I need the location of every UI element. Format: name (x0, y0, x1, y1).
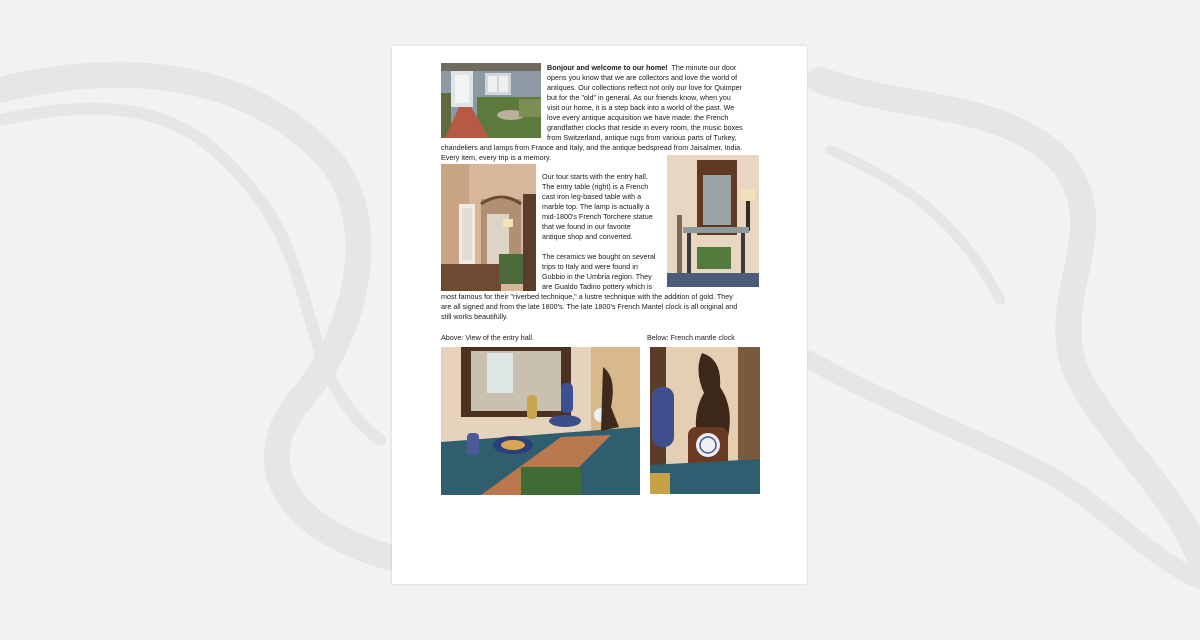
tour-line-5: mid-1800's French Torchere statue (542, 212, 653, 221)
document-page (392, 46, 807, 584)
intro-heading: Bonjour and welcome to our home! (547, 63, 668, 72)
intro-line-10: Every item, every trip is a memory. (441, 153, 552, 162)
ceramics-line-2: trips to Italy and were found in (542, 262, 638, 271)
intro-line-5: visit our home, it is a step back into a world of the past. We (547, 103, 735, 112)
intro-line-1 (547, 63, 736, 73)
entry-exterior-photo (441, 63, 541, 138)
ceramics-line-7: still works beautifully. (441, 312, 508, 321)
ceramics-line-1: The ceramics we bought on several (542, 252, 656, 261)
intro-line-8: from Switzerland, antique rugs from various parts of Turkey, (547, 133, 737, 142)
entry-hall-photo (441, 164, 536, 291)
intro-line-2: opens you know that we are collectors and love the world of (547, 73, 738, 82)
ceramics-line-6: are all signed and from the late 1800's. The late 1800's French Mantel clock is all original and (441, 302, 738, 311)
intro-line-9: chandeliers and lamps from France and Italy, and the antique bedspread from Jaisalmer, India. (441, 143, 743, 152)
tour-line-3: cast iron leg-based table with a (542, 192, 642, 201)
entry-table-photo (667, 155, 759, 287)
tour-line-7: antique shop and converted. (542, 232, 633, 241)
caption-entry-hall: Above: View of the entry hall. (441, 333, 534, 342)
intro-line-1-text: The minute our door (671, 63, 737, 72)
ceramics-line-5: most famous for their "riverbed technique," a lustre technique with the addition of gold. They (441, 292, 733, 301)
tour-line-4: marble top. The lamp is actually a (542, 202, 650, 211)
mantle-clock-photo (650, 347, 760, 494)
tour-line-6: that we found in our favorite (542, 222, 631, 231)
intro-line-7: grandfather clocks that reside in every room, the music boxes (547, 123, 743, 132)
ceramics-line-3: Gubbio in the Umbria region. They (542, 272, 652, 281)
intro-line-3: antiques. Our collections reflect not only our love for Quimper (547, 83, 742, 92)
intro-line-6: love every antique acquisition we have made: the French (547, 113, 729, 122)
caption-mantle-clock: Below: French mantle clock (647, 333, 735, 342)
ceramics-line-4: are Gualdo Tadino pottery which is (542, 282, 653, 291)
tour-line-1: Our tour starts with the entry hall. (542, 172, 648, 181)
intro-line-4: but for the "old" in general. As our friends know, when you (547, 93, 731, 102)
tour-line-2: The entry table (right) is a French (542, 182, 649, 191)
ceramics-table-photo (441, 347, 640, 495)
